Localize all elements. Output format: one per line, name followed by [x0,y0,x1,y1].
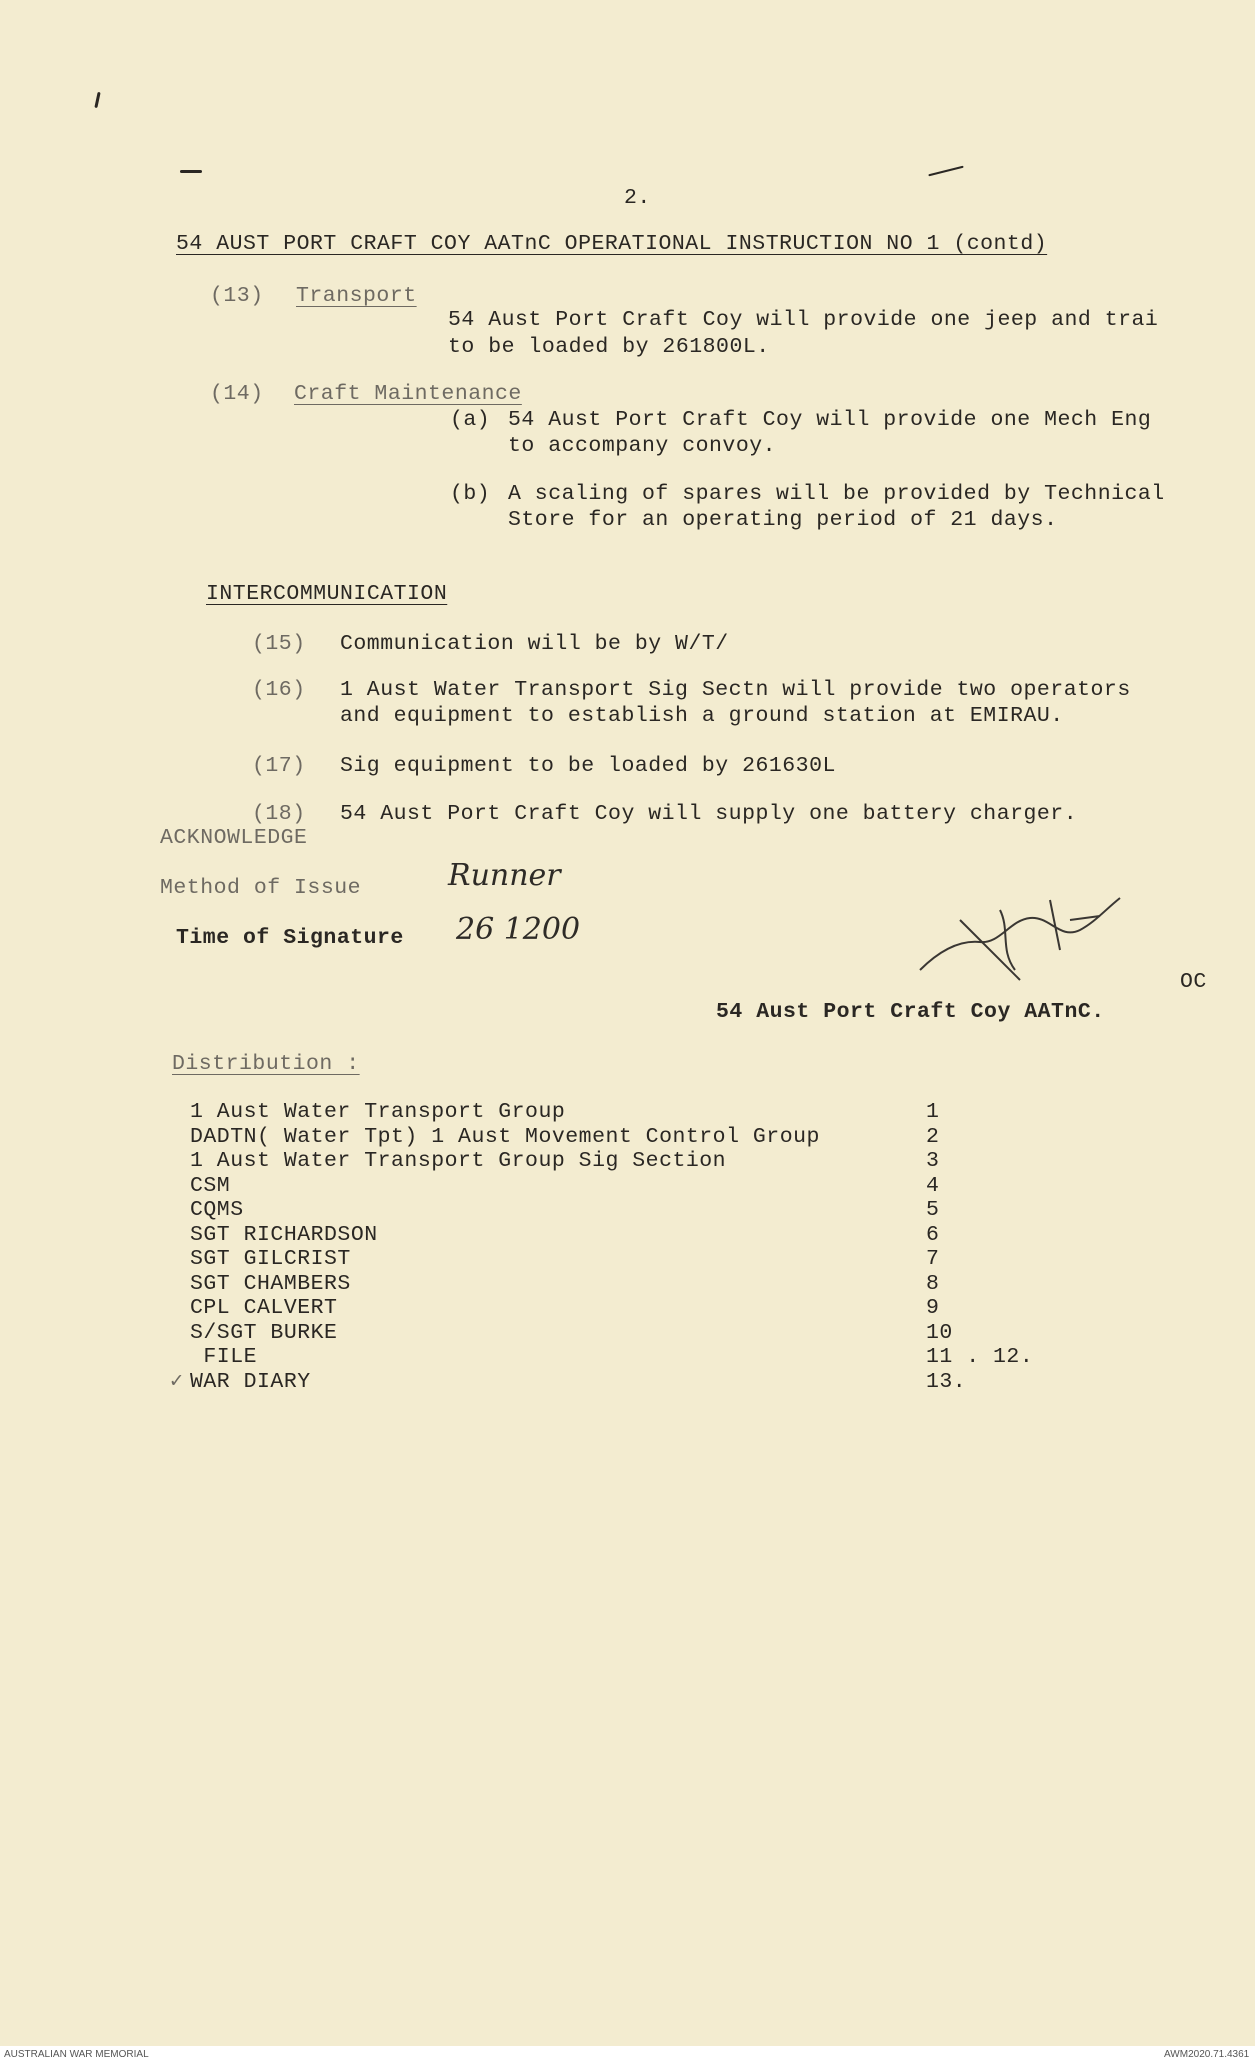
item-18-number: (18) [252,802,306,826]
distribution-copy-number: 7 [926,1247,940,1271]
distribution-recipient: S/SGT BURKE [190,1320,338,1345]
item-17-number: (17) [252,754,306,778]
stray-mark-3 [928,166,963,177]
signature-role: OC [1180,970,1207,994]
signature-scribble [900,880,1140,990]
check-mark-icon: ✓ [170,1369,184,1394]
section-14b-line-2: Store for an operating period of 21 days. [508,508,1058,532]
distribution-recipient: CPL CALVERT [190,1296,338,1320]
section-14b-line-1: A scaling of spares will be provided by Technical [508,482,1165,506]
item-17-line-1: Sig equipment to be loaded by 261630L [340,754,836,778]
section-13-title: Transport [296,284,417,308]
section-14-title: Craft Maintenance [294,382,522,406]
distribution-copy-number: 8 [926,1271,940,1296]
distribution-recipient: 1 Aust Water Transport Group [190,1100,566,1124]
item-16-number: (16) [252,678,306,702]
distribution-copy-number: 10 [926,1320,953,1345]
distribution-row [0,1347,1255,1373]
signature-unit: 54 Aust Port Craft Coy AATnC. [716,1000,1105,1024]
distribution-row [0,1200,1255,1226]
distribution-recipient: SGT CHAMBERS [190,1271,351,1296]
distribution-copy-number: 11 . 12. [926,1345,1034,1369]
section-14-number: (14) [210,382,264,406]
method-of-issue-label: Method of Issue [160,876,362,900]
distribution-recipient: 1 Aust Water Transport Group Sig Section [190,1149,727,1173]
stray-mark-1 [94,92,100,108]
distribution-row [0,1222,1255,1251]
distribution-row [0,1298,1255,1324]
distribution-copy-number: 5 [926,1198,940,1222]
section-14a-line-1: 54 Aust Port Craft Coy will provide one Mech Eng [508,408,1152,432]
time-of-signature-value: 26 1200 [456,912,581,947]
time-of-signature-label: Time of Signature [176,926,404,950]
section-14a-label: (a) [450,408,491,432]
item-18-line-1: 54 Aust Port Craft Coy will supply one battery charger. [340,802,1078,826]
distribution-copy-number: 13. [926,1369,967,1394]
stray-mark-2 [180,170,202,173]
distribution-recipient: CQMS [190,1198,244,1222]
section-14a-line-2: to accompany convoy. [508,434,777,458]
footer-right: AWM2020.71.4361 [1164,2049,1250,2060]
section-13-line-2: to be loaded by 261800L. [448,335,770,359]
distribution-recipient: SGT RICHARDSON [190,1222,378,1247]
distribution-recipient: WAR DIARY [190,1369,311,1394]
footer-left: AUSTRALIAN WAR MEMORIAL [4,2049,149,2060]
item-15-line-1: Communication will be by W/T/ [340,632,729,656]
intercommunication-title: INTERCOMMUNICATION [206,582,448,606]
document-header: 54 AUST PORT CRAFT COY AATnC OPERATIONAL INSTRUCTION NO 1 (contd) [176,232,1048,256]
item-16-line-2: and equipment to establish a ground station at EMIRAU. [340,704,1064,728]
distribution-copy-number: 4 [926,1173,940,1198]
page-number: 2. [624,186,651,210]
distribution-copy-number: 9 [926,1296,940,1320]
section-13-number: (13) [210,284,264,308]
distribution-row [0,1320,1255,1349]
distribution-copy-number: 6 [926,1222,940,1247]
distribution-copy-number: 3 [926,1149,940,1173]
distribution-copy-number: 2 [926,1124,940,1149]
distribution-recipient: CSM [190,1173,231,1198]
distribution-row [0,1151,1255,1177]
distribution-copy-number: 1 [926,1100,940,1124]
section-14b-label: (b) [450,482,491,506]
acknowledge-label: ACKNOWLEDGE [160,826,308,850]
distribution-title: Distribution : [172,1052,360,1076]
distribution-row [0,1271,1255,1300]
method-of-issue-value: Runner [448,858,561,893]
item-16-line-1: 1 Aust Water Transport Sig Sectn will provide two operators [340,678,1131,702]
distribution-row [0,1173,1255,1202]
distribution-row [0,1369,1255,1398]
distribution-recipient: SGT GILCRIST [190,1247,351,1271]
distribution-recipient: FILE [190,1345,258,1369]
distribution-recipient: DADTN( Water Tpt) 1 Aust Movement Control Group [190,1124,820,1149]
item-15-number: (15) [252,632,306,656]
section-13-line-1: 54 Aust Port Craft Coy will provide one jeep and trai [448,308,1159,332]
distribution-row [0,1249,1255,1275]
